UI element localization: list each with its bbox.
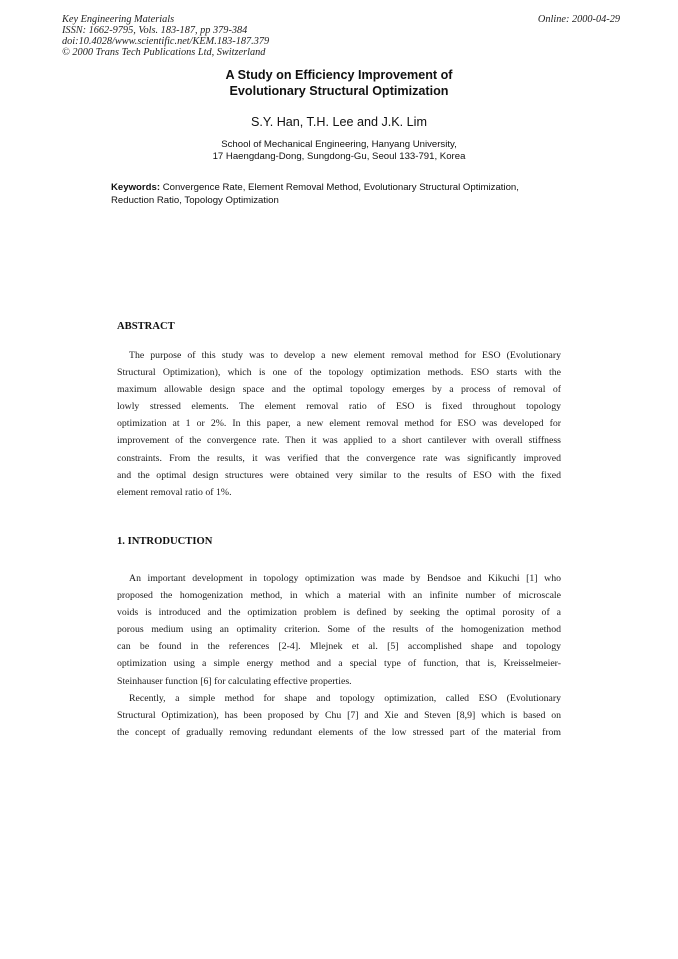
keywords-text-2: Reduction Ratio, Topology Optimization (111, 194, 279, 206)
abstract-line: maximum allowable design space and the optimal topology emerges by a process of removal of (117, 384, 561, 396)
affiliation-line-2: 17 Haengdang-Dong, Sungdong-Gu, Seoul 133-791, Korea (212, 151, 466, 162)
intro-line: optimization using a simple energy method and a special type of function, that is, Kreisselmeier- (117, 658, 561, 670)
title-line-1: A Study on Efficiency Improvement of (225, 68, 453, 82)
journal-header (62, 14, 269, 58)
keywords (111, 182, 571, 207)
keywords-label: Keywords: (111, 182, 161, 193)
abstract-line: lowly stressed elements. The element removal ratio of ESO is fixed throughout topology (117, 401, 561, 413)
introduction-paragraph-2 (117, 690, 561, 741)
abstract-line: element removal ratio of 1%. (117, 486, 232, 498)
abstract-line: The purpose of this study was to develop a new element removal method for ESO (Evolutionary (129, 350, 561, 361)
affiliation-line-1: School of Mechanical Engineering, Hanyang University, (221, 139, 457, 150)
online-date: Online: 2000-04-29 (537, 14, 620, 25)
authors: S.Y. Han, T.H. Lee and J.K. Lim (251, 115, 427, 129)
affiliation (0, 139, 678, 163)
intro-line: the concept of gradually removing redundant elements of the low stressed part of the material from (117, 726, 561, 738)
title-line-2: Evolutionary Structural Optimization (229, 83, 449, 98)
copyright-line: © 2000 Trans Tech Publications Ltd, Switzerland (62, 47, 266, 58)
abstract-line: Structural Optimization), which is one of the topology optimization methods. ESO starts with the (117, 367, 561, 379)
intro-line: Structural Optimization), has been proposed by Chu [7] and Xie and Steven [8,9] which is based on (117, 709, 561, 721)
introduction-heading: 1. INTRODUCTION (117, 536, 213, 547)
paper-title (0, 68, 678, 99)
journal-name: Key Engineering Materials (62, 14, 175, 25)
intro-line: Steinhauser function [6] for calculating effective properties. (117, 675, 352, 687)
intro-line: Recently, a simple method for shape and topology optimization, called ESO (Evolutionary (129, 692, 561, 704)
keywords-line-1 (111, 182, 571, 195)
abstract-line: optimization at 1 or 2%. In this paper, a new element removal method for ESO was developed for (117, 418, 561, 430)
abstract-heading: ABSTRACT (117, 321, 175, 332)
abstract-body (117, 347, 561, 501)
intro-line: porous medium using an optimality criterion. Some of the results of the homogenization method (117, 624, 561, 636)
intro-line: proposed the homogenization method, in which a material with an infinite number of microscale (117, 590, 561, 602)
abstract-line: constraints. From the results, it was verified that the convergence rate was significantly improved (117, 452, 561, 464)
doi-line: doi:10.4028/www.scientific.net/KEM.183-187.379 (62, 36, 270, 47)
keywords-text-1: Convergence Rate, Element Removal Method, Evolutionary Structural Optimization, (160, 182, 519, 193)
intro-line: can be found in the references [2-4]. Mlejnek et al. [5] accomplished shape and topology (117, 641, 561, 653)
intro-line: An important development in topology optimization was made by Bendsoe and Kikuchi [1] who (129, 573, 561, 584)
abstract-line: and the optimal design structures were obtained very similar to the results of ESO with the fixed (117, 469, 561, 481)
introduction-paragraph-1 (117, 570, 561, 690)
abstract-line: improvement of the convergence rate. Then it was applied to a short cantilever with overall stiffness (117, 435, 561, 447)
intro-line: voids is introduced and the optimization problem is defined by seeking the optimal porosity of a (117, 607, 561, 619)
issn-line: ISSN: 1662-9795, Vols. 183-187, pp 379-384 (62, 25, 248, 36)
